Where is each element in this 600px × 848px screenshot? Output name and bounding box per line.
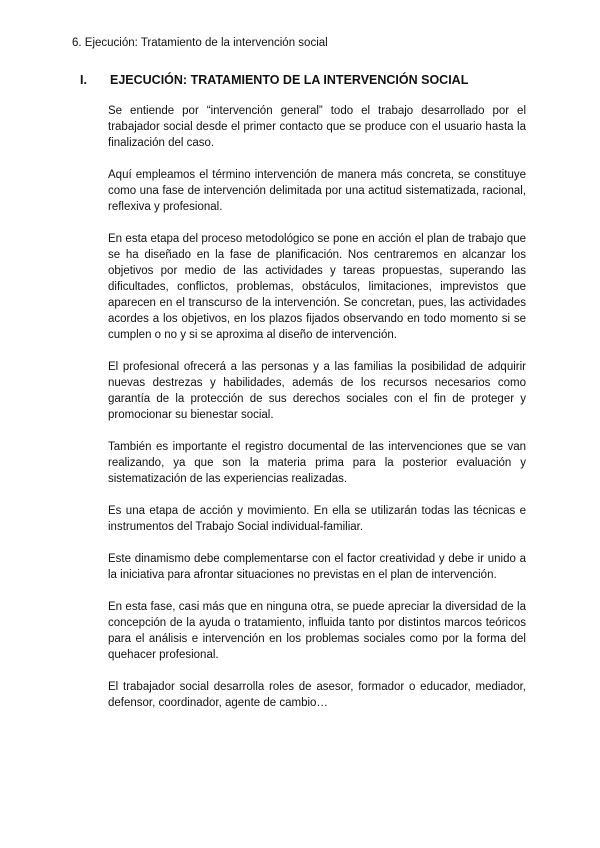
paragraph: También es importante el registro documental de las intervenciones que se van realizando, ya que son la materia prima para la posterior evaluación y sistematización de las experiencias realizadas. [108,441,526,485]
paragraph: El profesional ofrecerá a las personas y a las familias la posibilidad de adquirir nuevas destrezas y habilidades, además de los recursos necesarios como garantía de la protección de sus derechos sociales con el fin de proteger y promocionar su bienestar social. [108,361,526,421]
paragraph: En esta etapa del proceso metodológico se pone en acción el plan de trabajo que se ha diseñado en la fase de planificación. Nos centraremos en alcanzar los objetivos por medio de las actividades y tareas propuestas, superando las dificultades, conflictos, problemas, obstáculos, limitaciones, imprevistos que aparecen en el transcurso de la intervención. Se concretan, pues, las actividades acordes a los objetivos, en los plazos fijados observando en todo momento si se cumplen o no y si se aproxima al diseño de intervención. [108,233,526,341]
paragraph: En esta fase, casi más que en ninguna otra, se puede apreciar la diversidad de la concepción de la ayuda o tratamiento, influida tanto por distintos marcos teóricos para el análisis e intervención en los problemas sociales como por la forma del quehacer profesional. [108,601,526,661]
body-text [108,103,526,727]
paragraph: Aquí empleamos el término intervención de manera más concreta, se constituye como una fase de intervención delimitada por una actitud sistematizada, racional, reflexiva y profesional. [108,169,526,213]
paragraph: Este dinamismo debe complementarse con el factor creatividad y debe ir unido a la iniciativa para afrontar situaciones no previstas en el plan de intervención. [108,553,526,581]
paragraph: Se entiende por “intervención general” todo el trabajo desarrollado por el trabajador social desde el primer contacto que se produce con el usuario hasta la finalización del caso. [108,105,526,149]
running-header: 6. Ejecución: Tratamiento de la intervención social [72,37,328,49]
section-numeral: I. [80,73,87,87]
paragraph: El trabajador social desarrolla roles de asesor, formador o educador, mediador, defensor, coordinador, agente de cambio… [108,681,526,709]
section-heading [80,72,540,88]
section-title: EJECUCIÓN: TRATAMIENTO DE LA INTERVENCIÓN SOCIAL [110,73,469,87]
paragraph: Es una etapa de acción y movimiento. En ella se utilizarán todas las técnicas e instrumentos del Trabajo Social individual-familiar. [108,505,526,533]
